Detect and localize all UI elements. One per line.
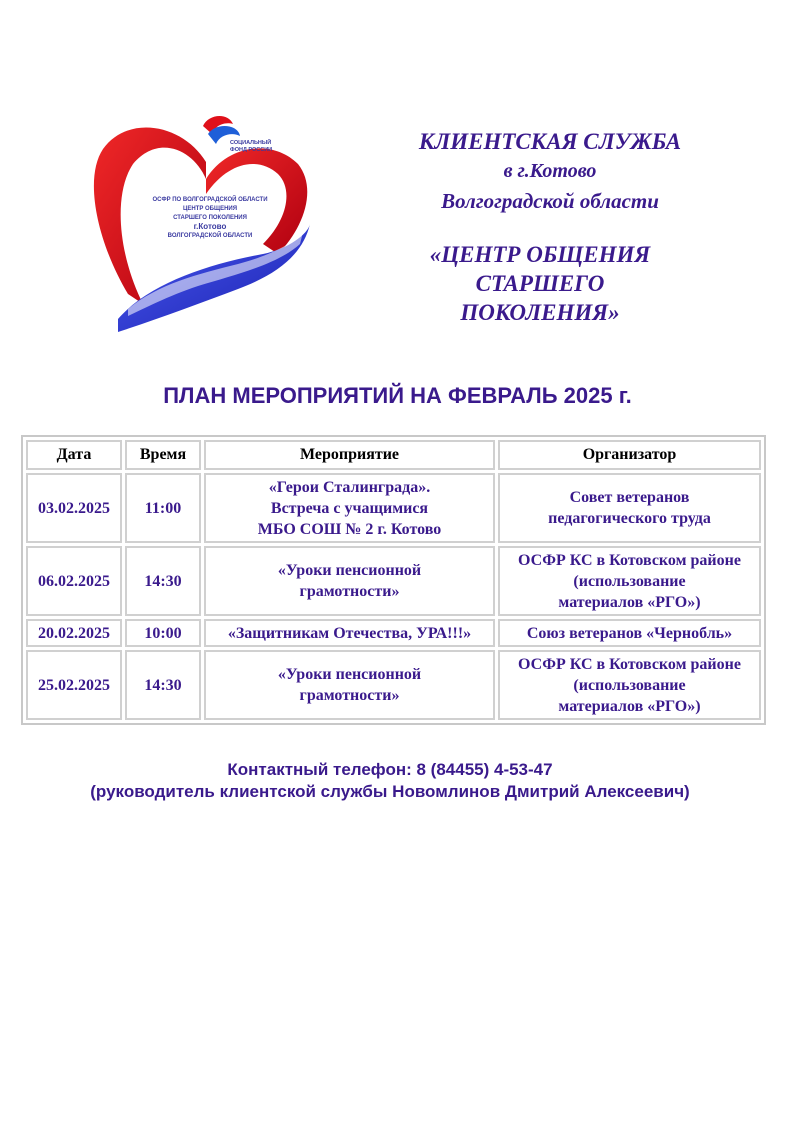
events-table-wrapper: [21, 435, 766, 725]
event-date: 06.02.2025: [26, 546, 122, 616]
contact-info: [0, 759, 780, 803]
center-name: [390, 240, 690, 327]
logo-inner-line3: СТАРШЕГО ПОКОЛЕНИЯ: [173, 215, 247, 221]
event-time: 11:00: [125, 473, 201, 543]
event-title-line: грамотности»: [299, 687, 400, 704]
event-title-line: МБО СОШ № 2 г. Котово: [257, 520, 442, 538]
organizer-line: Совет ветеранов: [569, 489, 690, 506]
event-title-line: Встреча с учащимися: [270, 499, 429, 517]
header-line1: КЛИЕНТСКАЯ СЛУЖБА: [418, 129, 682, 154]
table-header-row: [26, 440, 761, 470]
organizer-line: педагогического труда: [548, 510, 711, 527]
header-organizer: Организатор: [498, 440, 761, 470]
header-time: Время: [125, 440, 201, 470]
event-organizer: [498, 473, 761, 543]
header-date: Дата: [26, 440, 122, 470]
logo-inner-line1: ОСФР ПО ВОЛГОГРАДСКОЙ ОБЛАСТИ: [152, 197, 268, 203]
event-title-line: «Уроки пенсионной: [277, 562, 422, 579]
event-date: 03.02.2025: [26, 473, 122, 543]
center-logo: [88, 104, 318, 336]
plan-title: ПЛАН МЕРОПРИЯТИЙ НА ФЕВРАЛЬ 2025 г.: [163, 383, 632, 408]
event-title: [204, 619, 495, 647]
contact-phone: Контактный телефон: 8 (84455) 4-53-47: [227, 760, 553, 779]
event-title: [204, 473, 495, 543]
event-time: 14:30: [125, 650, 201, 720]
header-event: Мероприятие: [204, 440, 495, 470]
event-organizer: [498, 650, 761, 720]
center-name-line2: СТАРШЕГО: [475, 271, 605, 296]
event-date: 20.02.2025: [26, 619, 122, 647]
table-row: [26, 650, 761, 720]
logo-brand-line1: СОЦИАЛЬНЫЙ: [230, 140, 272, 146]
organizer-line: ОСФР КС в Котовском районе: [518, 655, 741, 673]
organizer-line: (использование: [573, 572, 686, 590]
header-line3: Волгоградской области: [441, 189, 659, 213]
contact-manager: (руководитель клиентской службы Новомлинов Дмитрий Алексеевич): [90, 782, 690, 801]
center-name-line1: «ЦЕНТР ОБЩЕНИЯ: [429, 242, 651, 267]
event-time: 10:00: [125, 619, 201, 647]
logo-inner-line4: г.Котово: [193, 222, 227, 231]
event-organizer: [498, 619, 761, 647]
center-name-line3: ПОКОЛЕНИЯ»: [460, 300, 620, 325]
organizer-line: материалов «РГО»): [558, 697, 701, 715]
organizer-line: Союз ветеранов «Чернобль»: [526, 624, 733, 642]
table-row: [26, 473, 761, 543]
organizer-line: ОСФР КС в Котовском районе: [518, 551, 741, 569]
events-table: [21, 435, 766, 725]
organizer-line: (использование: [573, 676, 686, 694]
logo-inner-line5: ВОЛГОГРАДСКОЙ ОБЛАСТИ: [167, 233, 253, 239]
event-title-line: «Герои Сталинграда».: [268, 478, 431, 496]
organizer-line: материалов «РГО»): [558, 593, 701, 611]
organization-header: [380, 128, 720, 327]
event-title-line: «Защитникам Отечества, УРА!!!»: [227, 624, 472, 642]
table-row: [26, 619, 761, 647]
event-organizer: [498, 546, 761, 616]
event-date: 25.02.2025: [26, 650, 122, 720]
logo-inner-line2: ЦЕНТР ОБЩЕНИЯ: [182, 206, 238, 212]
event-title-line: грамотности»: [299, 583, 400, 600]
event-time: 14:30: [125, 546, 201, 616]
event-title-line: «Уроки пенсионной: [277, 666, 422, 683]
event-title: [204, 546, 495, 616]
logo-brand-line2: ФОНД РОССИИ: [230, 147, 273, 153]
event-title: [204, 650, 495, 720]
header-line2: в г.Котово: [503, 160, 597, 182]
table-row: [26, 546, 761, 616]
